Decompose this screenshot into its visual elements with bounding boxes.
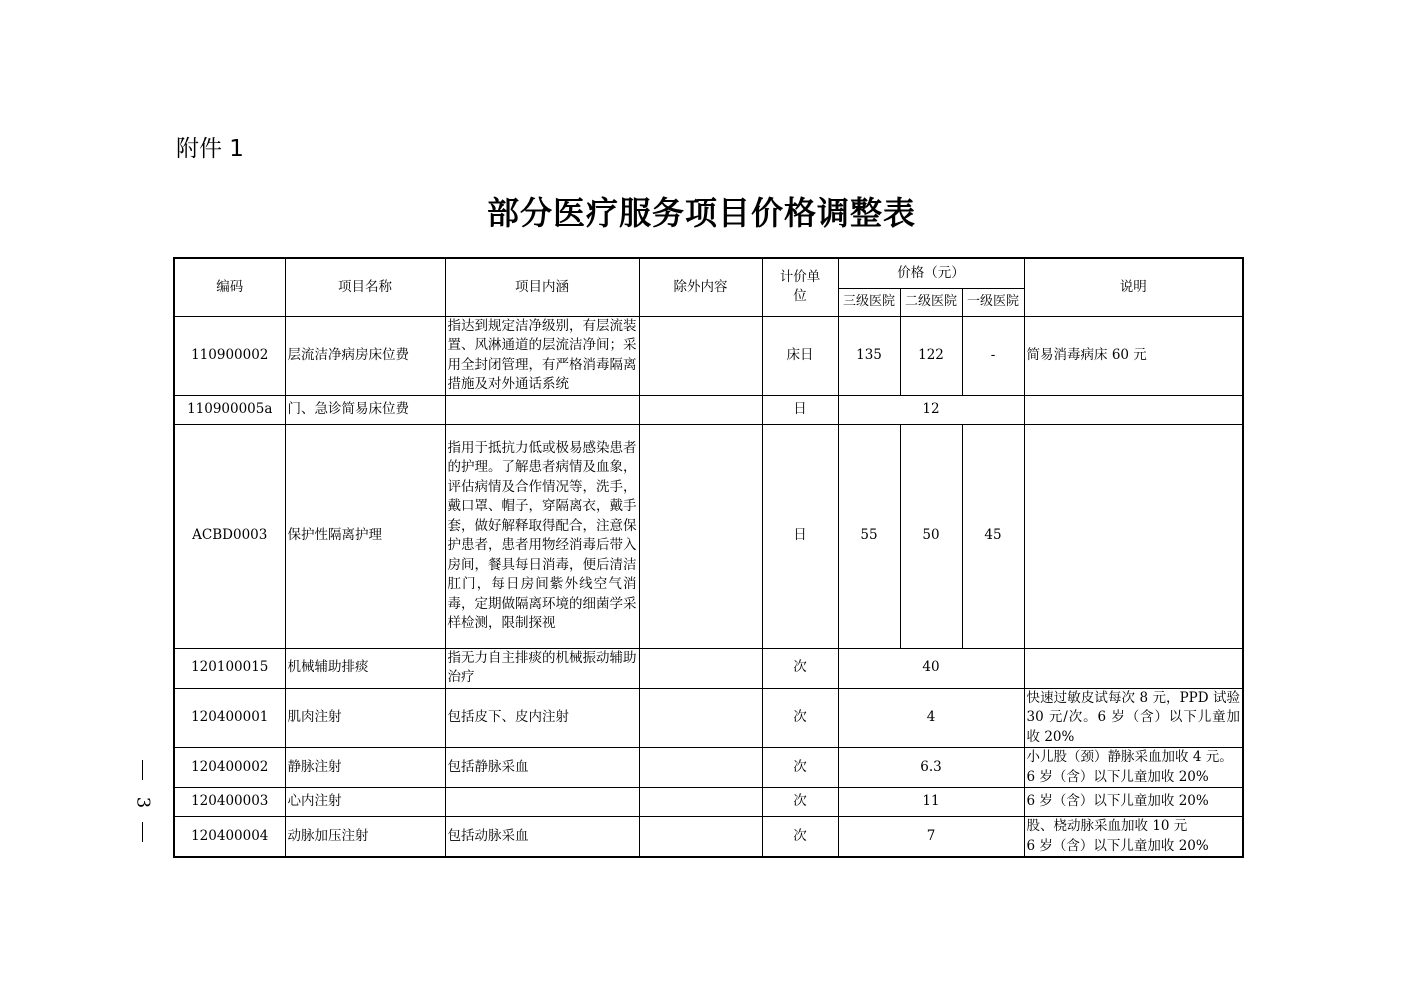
table-row <box>174 395 1243 424</box>
cell-name: 保护性隔离护理 <box>285 424 445 648</box>
cell-notes <box>1024 424 1243 648</box>
cell-exclusions <box>639 748 762 788</box>
header-price-group: 价格（元） <box>838 258 1024 288</box>
header-unit: 计价单位 <box>762 258 838 316</box>
page-number-dash <box>142 760 143 780</box>
page-number-marker <box>128 760 158 844</box>
cell-content <box>445 395 639 424</box>
cell-code: 110900005a <box>174 395 285 424</box>
cell-name: 机械辅助排痰 <box>285 648 445 688</box>
header-tier1: 一级医院 <box>962 288 1024 316</box>
cell-unit: 次 <box>762 748 838 788</box>
cell-notes <box>1024 648 1243 688</box>
cell-content: 包括静脉采血 <box>445 748 639 788</box>
cell-tier2: 122 <box>900 316 962 395</box>
cell-unit: 日 <box>762 424 838 648</box>
cell-tier3: 135 <box>838 316 900 395</box>
table-row <box>174 688 1243 748</box>
header-exclusions: 除外内容 <box>639 258 762 316</box>
cell-notes <box>1024 817 1243 858</box>
cell-notes: 简易消毒病床 60 元 <box>1024 316 1243 395</box>
cell-tier2: 50 <box>900 424 962 648</box>
cell-price: 12 <box>838 395 1024 424</box>
cell-exclusions <box>639 688 762 748</box>
cell-code: 120400003 <box>174 788 285 817</box>
cell-unit: 床日 <box>762 316 838 395</box>
notes-line: 6 岁（含）以下儿童加收 20% <box>1026 837 1209 854</box>
cell-name: 动脉加压注射 <box>285 817 445 858</box>
cell-price: 4 <box>838 688 1024 748</box>
cell-exclusions <box>639 648 762 688</box>
cell-notes: 快速过敏皮试每次 8 元，PPD 试验 30 元/次。6 岁（含）以下儿童加收 20% <box>1024 688 1243 748</box>
cell-unit: 次 <box>762 688 838 748</box>
cell-price: 6.3 <box>838 748 1024 788</box>
cell-exclusions <box>639 316 762 395</box>
attachment-label: 附件 1 <box>176 136 244 162</box>
cell-content: 包括动脉采血 <box>445 817 639 858</box>
table-row <box>174 817 1243 858</box>
cell-name: 门、急诊简易床位费 <box>285 395 445 424</box>
cell-unit: 次 <box>762 817 838 858</box>
table-row <box>174 748 1243 788</box>
cell-tier1: 45 <box>962 424 1024 648</box>
header-tier2: 二级医院 <box>900 288 962 316</box>
document-title: 部分医疗服务项目价格调整表 <box>486 194 916 232</box>
cell-name: 肌肉注射 <box>285 688 445 748</box>
cell-content <box>445 788 639 817</box>
cell-name: 层流洁净病房床位费 <box>285 316 445 395</box>
cell-code: ACBD0003 <box>174 424 285 648</box>
cell-price: 40 <box>838 648 1024 688</box>
cell-content: 指达到规定洁净级别，有层流装置、风淋通道的层流洁净间；采用全封闭管理，有严格消毒隔离措施及对外通话系统 <box>445 316 639 395</box>
cell-tier1: - <box>962 316 1024 395</box>
header-code: 编码 <box>174 258 285 316</box>
cell-content: 指无力自主排痰的机械振动辅助治疗 <box>445 648 639 688</box>
cell-unit: 日 <box>762 395 838 424</box>
notes-line: 股、桡动脉采血加收 10 元 <box>1026 818 1188 834</box>
header-name: 项目名称 <box>285 258 445 316</box>
cell-exclusions <box>639 817 762 858</box>
cell-content: 指用于抵抗力低或极易感染患者的护理。了解患者病情及血象，评估病情及合作情况等，洗手，戴口罩、帽子，穿隔离衣，戴手套，做好解释取得配合，注意保护患者，患者用物经消毒后带入房间，餐具每日消毒，便后清洁肛门，每日房间紫外线空气消毒，定期做隔离环境的细菌学采样检测，限制探视 <box>445 424 639 648</box>
cell-name: 心内注射 <box>285 788 445 817</box>
header-tier3: 三级医院 <box>838 288 900 316</box>
cell-unit: 次 <box>762 788 838 817</box>
header-notes: 说明 <box>1024 258 1243 316</box>
price-table <box>173 257 1244 858</box>
table-row <box>174 788 1243 817</box>
cell-content: 包括皮下、皮内注射 <box>445 688 639 748</box>
cell-tier3: 55 <box>838 424 900 648</box>
cell-exclusions <box>639 395 762 424</box>
table-row <box>174 316 1243 395</box>
cell-code: 110900002 <box>174 316 285 395</box>
cell-name: 静脉注射 <box>285 748 445 788</box>
cell-price: 7 <box>838 817 1024 858</box>
cell-code: 120100015 <box>174 648 285 688</box>
table-row <box>174 424 1243 648</box>
cell-code: 120400001 <box>174 688 285 748</box>
page-number-dash <box>142 822 143 842</box>
page-number: 3 <box>132 796 154 809</box>
cell-notes <box>1024 395 1243 424</box>
cell-price: 11 <box>838 788 1024 817</box>
table-row <box>174 648 1243 688</box>
cell-code: 120400002 <box>174 748 285 788</box>
cell-code: 120400004 <box>174 817 285 858</box>
cell-exclusions <box>639 788 762 817</box>
cell-unit: 次 <box>762 648 838 688</box>
header-content: 项目内涵 <box>445 258 639 316</box>
cell-notes: 小儿股（颈）静脉采血加收 4 元。6 岁（含）以下儿童加收 20% <box>1024 748 1243 788</box>
cell-exclusions <box>639 424 762 648</box>
cell-notes: 6 岁（含）以下儿童加收 20% <box>1024 788 1243 817</box>
